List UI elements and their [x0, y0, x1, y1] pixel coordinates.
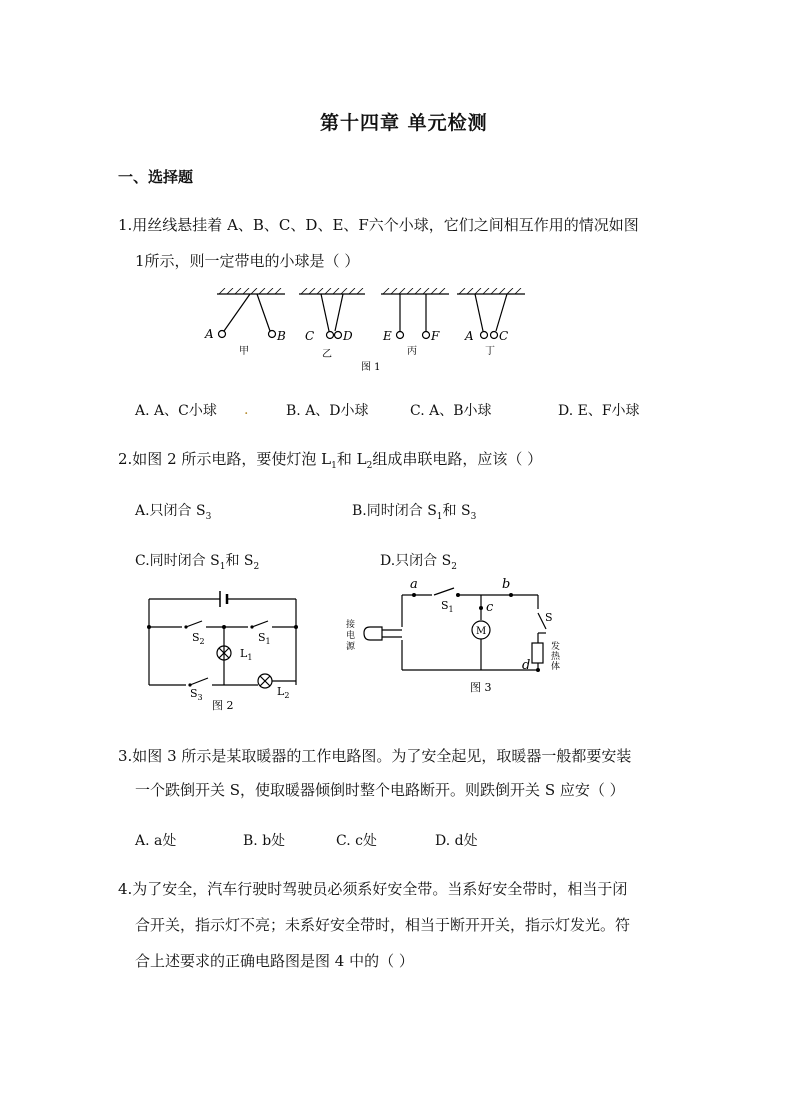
fig3-s-label: S: [545, 611, 553, 624]
q3-option-c: C. c处: [336, 833, 377, 849]
page-title: 第十四章 单元检测: [320, 112, 488, 134]
motor-label: M: [476, 626, 487, 637]
ball-label-c2: C: [499, 329, 509, 343]
figure-1-pendulums: [195, 288, 535, 378]
ball-label-d: D: [343, 329, 353, 343]
fig3-s1-label: S: [441, 599, 449, 612]
svg-text:S3: $S_3$: [190, 687, 203, 702]
q2-option-c: C.同时闭合 $S_1$和 $S_2$: [135, 553, 260, 572]
q2-option-d: D.只闭合 $S_2$: [380, 553, 457, 572]
stray-dot: .: [244, 402, 249, 418]
fig2-s3-label: S: [190, 687, 198, 700]
ball-label-e: E: [383, 329, 392, 343]
svg-text:L1: $L_1$: [240, 647, 253, 662]
q1-stem-line1: 1.用丝线悬挂着 A、B、C、D、E、F六个小球，它们之间相互作用的情况如图: [118, 216, 639, 234]
q2-stem: [118, 444, 542, 481]
fig2-s1-label: S: [258, 631, 266, 644]
source-char-3: 源: [346, 642, 356, 652]
ball-label-b: B: [277, 329, 286, 343]
fig3-b-label: b: [502, 577, 511, 592]
figure-3-circuit: [340, 575, 570, 700]
q1-option-c: C. A、B小球: [410, 403, 492, 419]
figure-2-circuit: [140, 585, 310, 715]
heater-char-1: 发: [551, 642, 561, 652]
fig2-l1-label: L: [240, 647, 248, 660]
source-char-1: 接: [346, 620, 356, 630]
fig2-s2-label: S: [192, 631, 200, 644]
q1-option-d: D. E、F小球: [558, 403, 640, 419]
q3-stem-line1: 3.如图 3 所示是某取暖器的工作电路图。为了安全起见，取暖器一般都要安装: [118, 747, 632, 765]
fig3-d-label: d: [522, 658, 531, 673]
figure-2-caption: 图 2: [212, 699, 234, 712]
heater-char-3: 体: [551, 662, 561, 672]
q2-sub1: 1: [331, 461, 337, 471]
svg-text:S1: $S_1$: [441, 599, 454, 614]
ball-label-f: F: [431, 329, 440, 343]
svg-text:L2: $L_2$: [277, 685, 290, 700]
source-char-2: 电: [346, 631, 356, 641]
heater-char-2: 热: [551, 652, 561, 662]
q4-stem-line2: 合开关，指示灯不亮；未系好安全带时，相当于断开开关，指示灯发光。符: [135, 916, 631, 934]
figure-1-caption: 图 1: [361, 362, 381, 373]
q3-stem-line2: 一个跌倒开关 S，使取暖器倾倒时整个电路断开。则跌倒开关 S 应安（ ）: [135, 781, 625, 799]
q2-stem-part3: 组成串联电路，应该（ ）: [372, 450, 543, 468]
fig3-a-label: a: [410, 577, 418, 592]
q2-option-a: A.只闭合 $S_3$: [135, 503, 212, 522]
q2-option-b: B.同时闭合 $S_1$和 $S_3$: [352, 503, 477, 522]
q2-stem-part2: 和 L: [336, 450, 367, 468]
ball-label-a2: A: [465, 329, 474, 343]
svg-text:S2: $S_2$: [192, 631, 205, 646]
q3-option-b: B. b处: [243, 833, 286, 849]
group-label-3: 丙: [407, 346, 417, 357]
section-heading: 一、选择题: [118, 168, 194, 186]
q1-option-b: B. A、D小球: [286, 403, 369, 419]
q3-option-a: A. a处: [135, 833, 177, 849]
ball-label-c: C: [305, 329, 315, 343]
q2-stem-part1: 2.如图 2 所示电路，要使灯泡 L: [118, 450, 332, 468]
figure-3-caption: 图 3: [470, 681, 492, 694]
q2-sub2: 2: [366, 461, 373, 471]
fig2-l2-label: L: [277, 685, 285, 698]
fig3-c-label: c: [486, 600, 494, 615]
q4-stem-line3: 合上述要求的正确电路图是图 4 中的（ ）: [135, 952, 414, 970]
q1-option-a: A. A、C小球: [135, 403, 217, 419]
svg-text:S1: $S_1$: [258, 631, 271, 646]
q4-stem-line1: 4.为了安全，汽车行驶时驾驶员必须系好安全带。当系好安全带时，相当于闭: [118, 880, 628, 898]
group-label-1: 甲: [239, 346, 249, 357]
q1-stem-line2: 1所示，则一定带电的小球是（ ）: [135, 252, 360, 270]
ball-label-a: A: [205, 327, 214, 341]
q3-option-d: D. d处: [435, 833, 478, 849]
group-label-4: 丁: [485, 346, 495, 357]
group-label-2: 乙: [322, 349, 332, 360]
